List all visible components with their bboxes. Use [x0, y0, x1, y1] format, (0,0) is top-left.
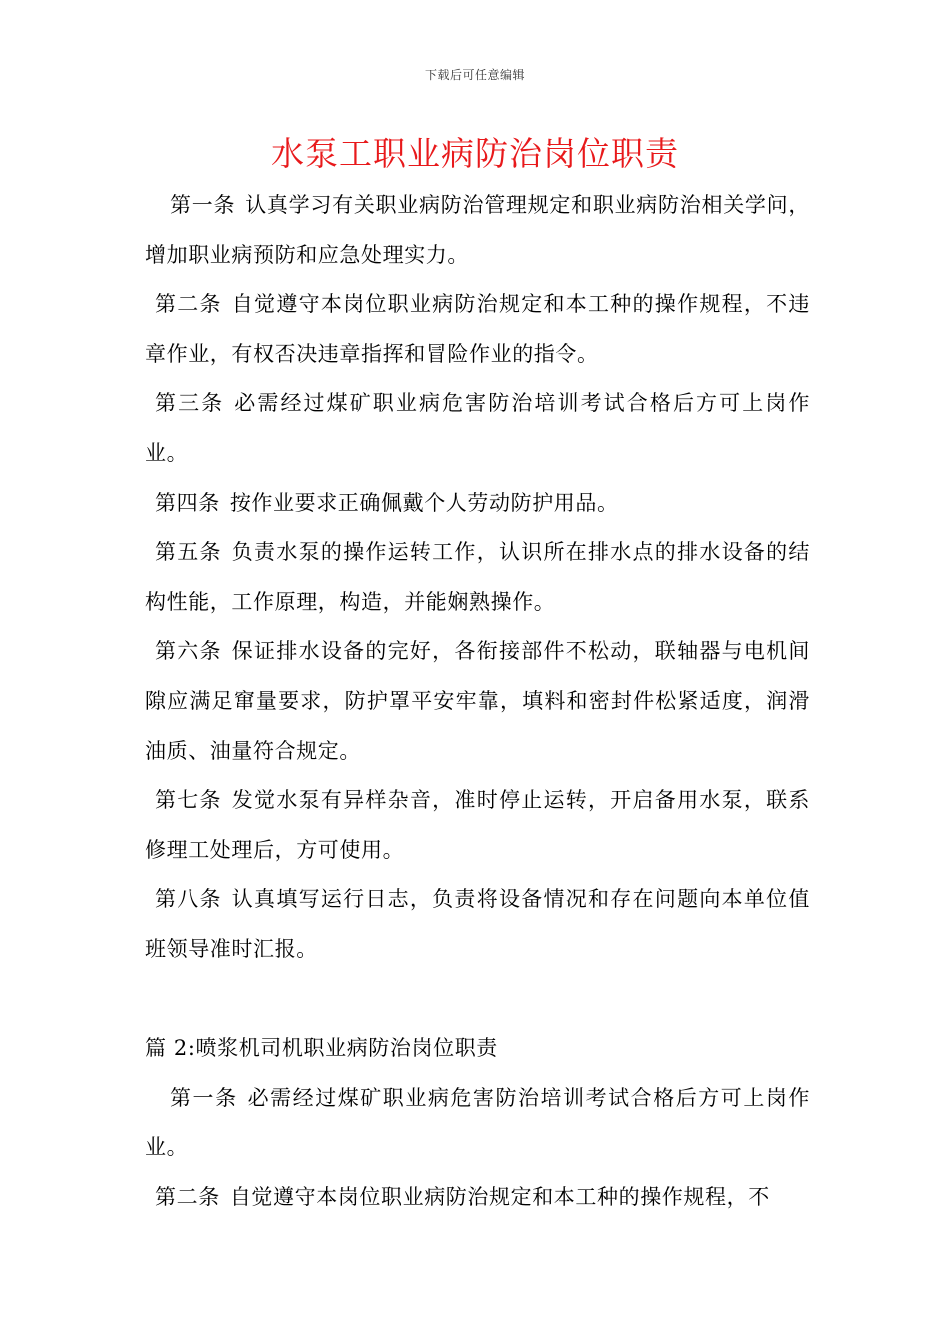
article-text: 保证排水设备的完好，各衔接部件不松动，联轴器与电机间隙应满足窜量要求，防护罩平安牢靠，填料和密封件松紧适度，润滑油质、油量符合规定。 [145, 639, 810, 763]
section-2-heading: 篇 2:喷浆机司机职业病防治岗位职责 [145, 1036, 498, 1061]
article-text: 按作业要求正确佩戴个人劳动防护用品。 [229, 490, 619, 515]
article-text: 自觉遵守本岗位职业病防治规定和本工种的操作规程，不 [229, 1184, 770, 1209]
article-number: 第一条 [170, 1085, 238, 1110]
article-number: 第五条 [155, 540, 222, 565]
article-text: 负责水泵的操作运转工作，认识所在排水点的排水设备的结构性能，工作原理，构造，并能娴熟操作。 [145, 540, 810, 614]
article-text: 必需经过煤矿职业病危害防治培训考试合格后方可上岗作业。 [145, 391, 810, 465]
article-number: 第三条 [155, 391, 225, 416]
article-5 [145, 528, 810, 627]
article-number: 第四条 [155, 490, 220, 515]
article-2 [145, 280, 810, 379]
section-2-article-2 [145, 1173, 810, 1223]
article-number: 第七条 [155, 788, 222, 813]
article-text: 发觉水泵有异样杂音，准时停止运转，开启备用水泵，联系修理工处理后，方可使用。 [145, 788, 810, 862]
article-7 [145, 776, 810, 875]
document-title: 水泵工职业病防治岗位职责 [271, 134, 679, 173]
article-6 [145, 627, 810, 776]
article-text: 自觉遵守本岗位职业病防治规定和本工种的操作规程，不违章作业，有权否决违章指挥和冒险作业的指令。 [145, 292, 810, 366]
article-text: 必需经过煤矿职业病危害防治培训考试合格后方可上岗作业。 [145, 1085, 810, 1160]
document-body [145, 181, 810, 1222]
article-number: 第二条 [155, 1184, 220, 1209]
article-4 [145, 479, 810, 529]
article-number: 第二条 [155, 292, 222, 317]
blank-line [145, 975, 810, 1025]
article-8 [145, 875, 810, 974]
article-3 [145, 379, 810, 478]
article-number: 第八条 [155, 887, 222, 912]
header-note: 下载后可任意编辑 [424, 68, 525, 82]
section-2-article-1 [145, 1074, 810, 1173]
article-text: 认真填写运行日志，负责将设备情况和存在问题向本单位值班领导准时汇报。 [145, 887, 810, 961]
article-number: 第一条 [170, 193, 236, 217]
article-number: 第六条 [155, 639, 222, 664]
article-1 [145, 181, 810, 280]
article-text: 认真学习有关职业病防治管理规定和职业病防治相关学问，增加职业病预防和应急处理实力。 [145, 193, 810, 267]
